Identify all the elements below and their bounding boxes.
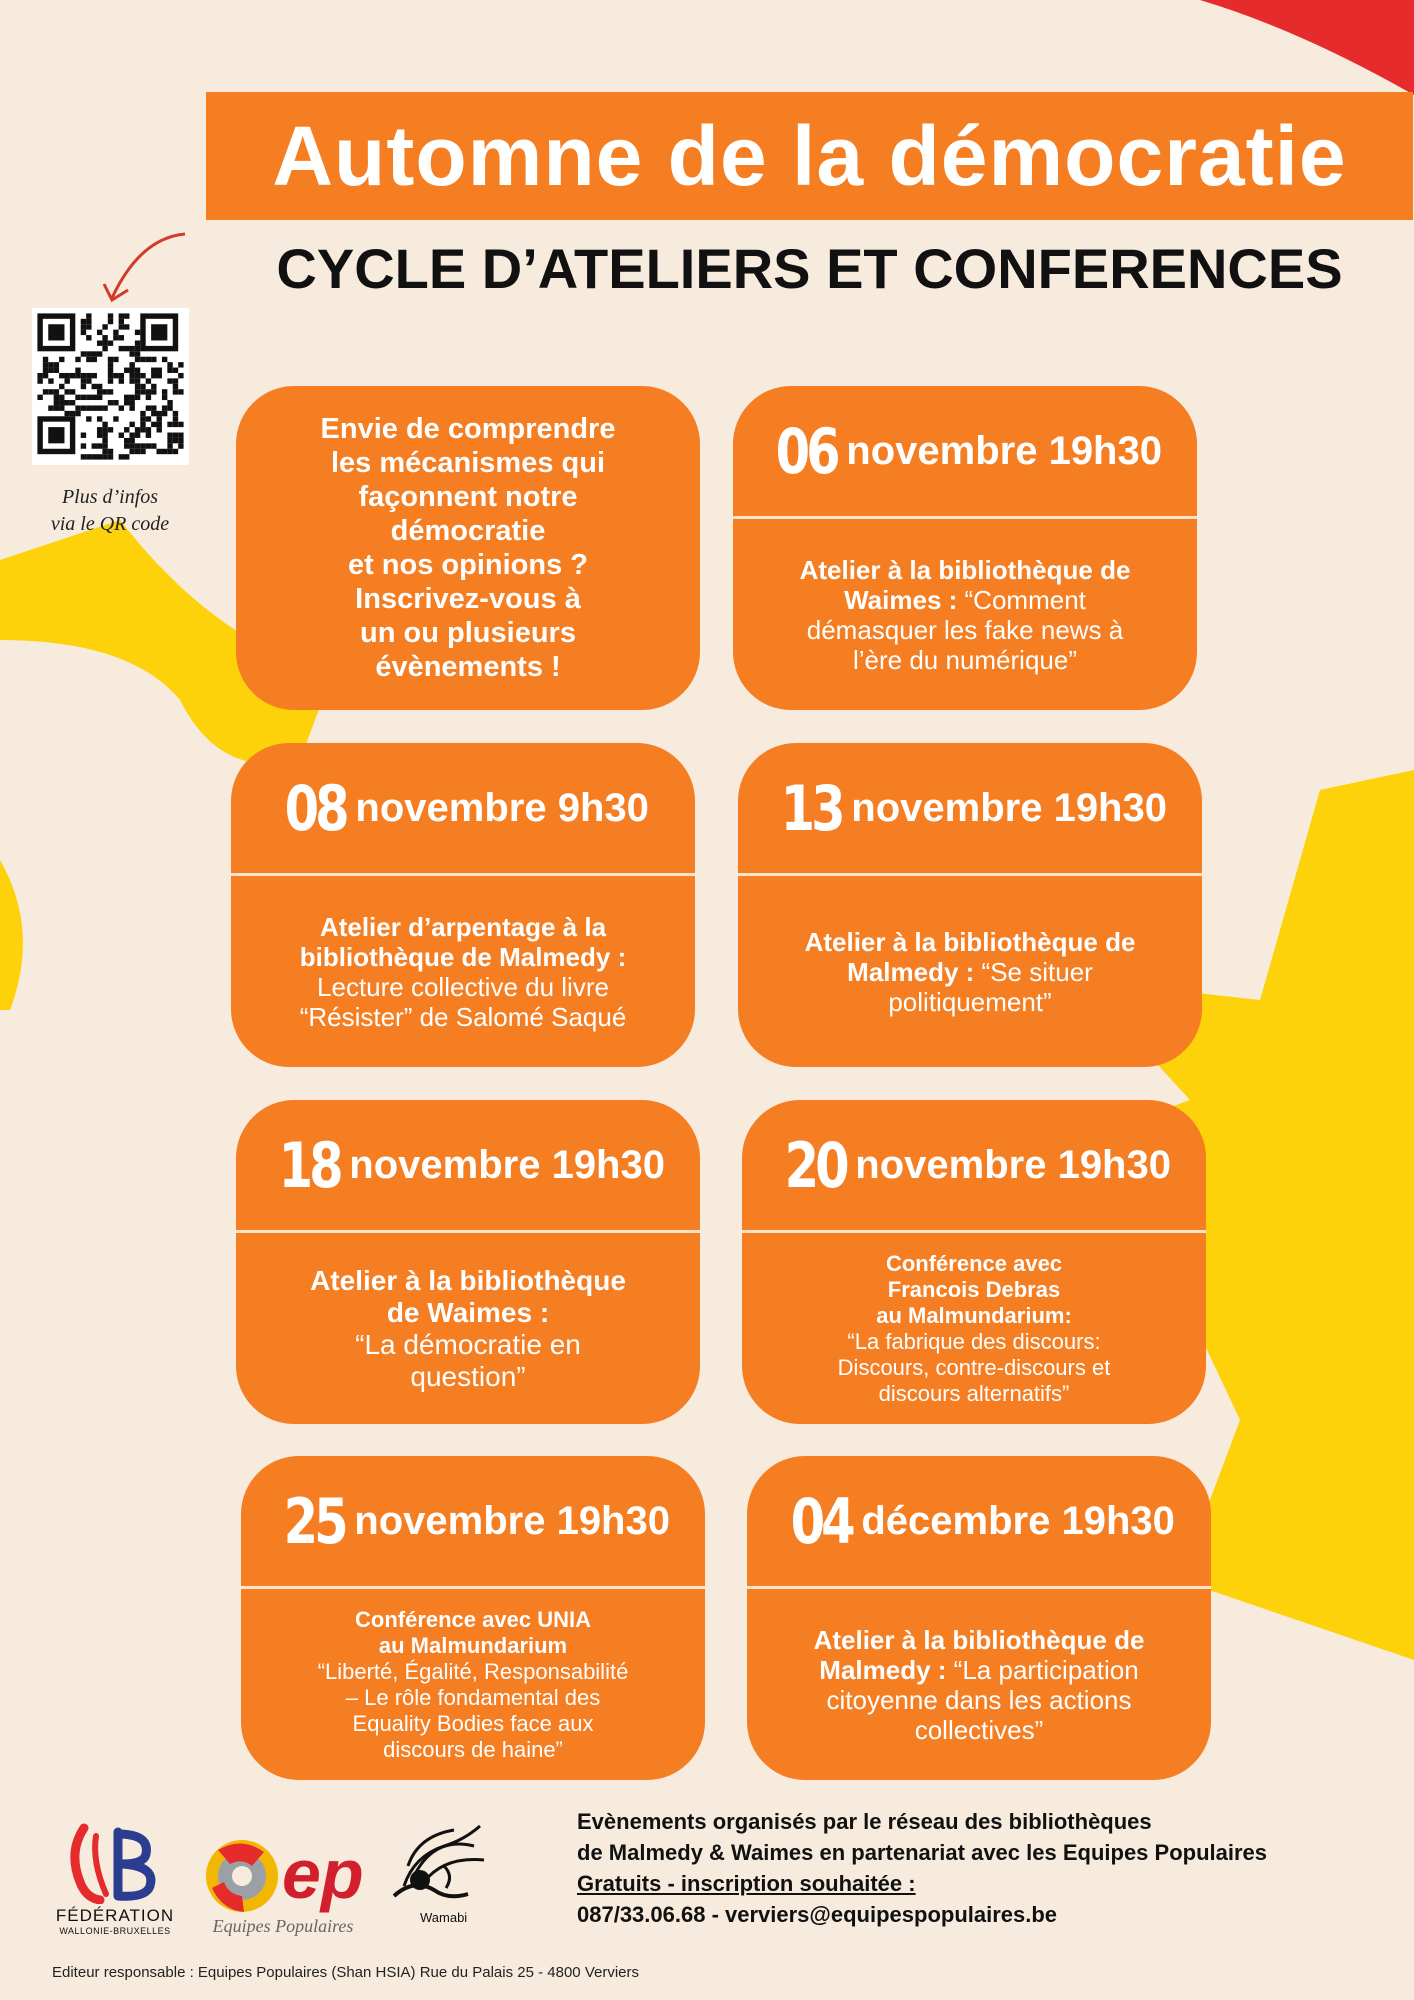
event-card [231,743,695,1067]
event-line: discours de haine” [383,1736,563,1762]
event-card [738,743,1202,1067]
event-day: 25 [283,1484,345,1558]
event-date [236,1100,700,1233]
ep-logo-text: ep [282,1835,364,1913]
event-inline-text: “Se situer [974,956,1093,987]
event-line: question” [410,1360,526,1392]
event-description [738,876,1202,1067]
event-month-time: novembre 19h30 [349,1142,665,1187]
event-date [231,743,695,876]
intro-line: et nos opinions ? [347,549,589,581]
intro-line: les mécanismes qui [330,447,606,479]
event-month-time: novembre 19h30 [855,1142,1171,1187]
event-bold-line: Conférence avec UNIA [355,1606,591,1632]
intro-line: Inscrivez-vous à [355,583,581,615]
ep-logo-icon [198,1830,378,1920]
page-subtitle: CYCLE D’ATELIERS ET CONFERENCES [276,237,1343,300]
event-day: 06 [775,414,837,488]
event-day: 13 [780,771,842,845]
event-bold-line: Atelier à la bibliothèque [310,1264,626,1296]
footer-line: de Malmedy & Waimes en partenariat avec les Equipes Populaires [577,1840,1268,1865]
event-day: 18 [278,1128,340,1202]
event-card [241,1456,705,1780]
event-bold-line: au Malmundarium [378,1632,568,1658]
event-day: 20 [784,1128,846,1202]
event-line: – Le rôle fondamental des [345,1684,601,1710]
footer-registration: Gratuits - inscription souhaitée : [577,1871,916,1896]
wamabi-logo-text: Wamabi [420,1910,468,1925]
event-line: discours alternatifs” [878,1380,1070,1406]
event-line: “La démocratie en [355,1328,581,1360]
event-card [733,386,1197,710]
event-bold-line: Atelier à la bibliothèque de [804,926,1136,957]
event-description [231,876,695,1067]
event-date [742,1100,1206,1233]
event-bold-line: Atelier à la bibliothèque de [799,554,1131,585]
event-bold-line: de Waimes : [386,1296,550,1328]
event-bold-inline: Malmedy : [847,956,975,987]
fwb-logo-icon [66,1822,166,1904]
title-banner [206,92,1413,220]
event-description [236,1233,700,1424]
fwb-line1: FÉDÉRATION [55,1906,175,1925]
footer-contact[interactable]: 087/33.06.68 - verviers@equipespopulaires.be [577,1902,1058,1927]
event-month-time: novembre 19h30 [846,428,1162,473]
event-card [236,1100,700,1424]
event-bold-line: Atelier d’arpentage à la [319,911,607,942]
event-bold-line: Conférence avec [885,1250,1063,1276]
qr-code[interactable] [32,308,189,465]
event-line: collectives” [914,1714,1044,1745]
event-bold-line: Francois Debras [887,1276,1061,1302]
event-card [742,1100,1206,1424]
editor-responsible: Editeur responsable : Equipes Populaires (Shan HSIA) Rue du Palais 25 - 4800 Verviers [52,1964,639,1981]
arrow-icon [100,228,190,308]
event-line: politiquement” [888,986,1052,1017]
event-card [747,1456,1211,1780]
intro-line: démocratie [390,515,546,547]
event-date [738,743,1202,876]
event-line: Equality Bodies face aux [352,1710,594,1736]
intro-card [236,386,700,710]
ep-logo-subtitle: Equipes Populaires [212,1916,354,1936]
event-month-time: novembre 19h30 [851,785,1167,830]
event-line: Discours, contre-discours et [837,1354,1111,1380]
event-inline-text: “Comment [957,584,1086,615]
event-line: Lecture collective du livre [317,971,609,1002]
event-line: l’ère du numérique” [852,644,1077,675]
qr-caption-line: Plus d’infos [61,486,159,508]
intro-line: un ou plusieurs [360,617,576,649]
qr-caption-line: via le QR code [50,513,170,535]
intro-line: évènements ! [375,651,561,683]
event-inline-text: “La participation [946,1654,1139,1685]
qr-code-icon [32,308,189,465]
event-day: 08 [284,771,346,845]
event-bold-line: bibliothèque de Malmedy : [299,941,627,972]
event-line: citoyenne dans les actions [826,1684,1132,1715]
event-description [241,1589,705,1780]
event-day: 04 [790,1484,852,1558]
footer-line: Evènements organisés par le réseau des bibliothèques [577,1809,1152,1834]
event-line: “Résister” de Salomé Saqué [299,1001,627,1032]
event-description [733,519,1197,710]
event-line: “La fabrique des discours: [847,1328,1101,1354]
fwb-line2: WALLONIE-BRUXELLES [59,1926,171,1936]
event-month-time: décembre 19h30 [861,1498,1175,1543]
event-description [742,1233,1206,1424]
wamabi-logo-icon [384,1816,494,1912]
intro-text [321,412,616,684]
event-month-time: novembre 9h30 [355,785,649,830]
event-bold-inline: Malmedy : [819,1654,947,1685]
event-date [241,1456,705,1589]
event-bold-line: au Malmundarium: [876,1302,1072,1328]
intro-line: Envie de comprendre [320,413,616,445]
fwb-logo-text [50,1906,180,1936]
event-description [747,1589,1211,1780]
event-bold-line: Atelier à la bibliothèque de [813,1624,1145,1655]
page-title: Automne de la démocratie [272,108,1347,203]
event-date [733,386,1197,519]
event-bold-inline: Waimes : [844,584,958,615]
intro-line: façonnent notre [358,481,578,513]
event-line: démasquer les fake news à [806,614,1124,645]
event-date [747,1456,1211,1589]
footer-info [577,1806,1397,1930]
event-line: “Liberté, Égalité, Responsabilité [317,1658,629,1684]
qr-caption [30,484,190,538]
event-month-time: novembre 19h30 [354,1498,670,1543]
